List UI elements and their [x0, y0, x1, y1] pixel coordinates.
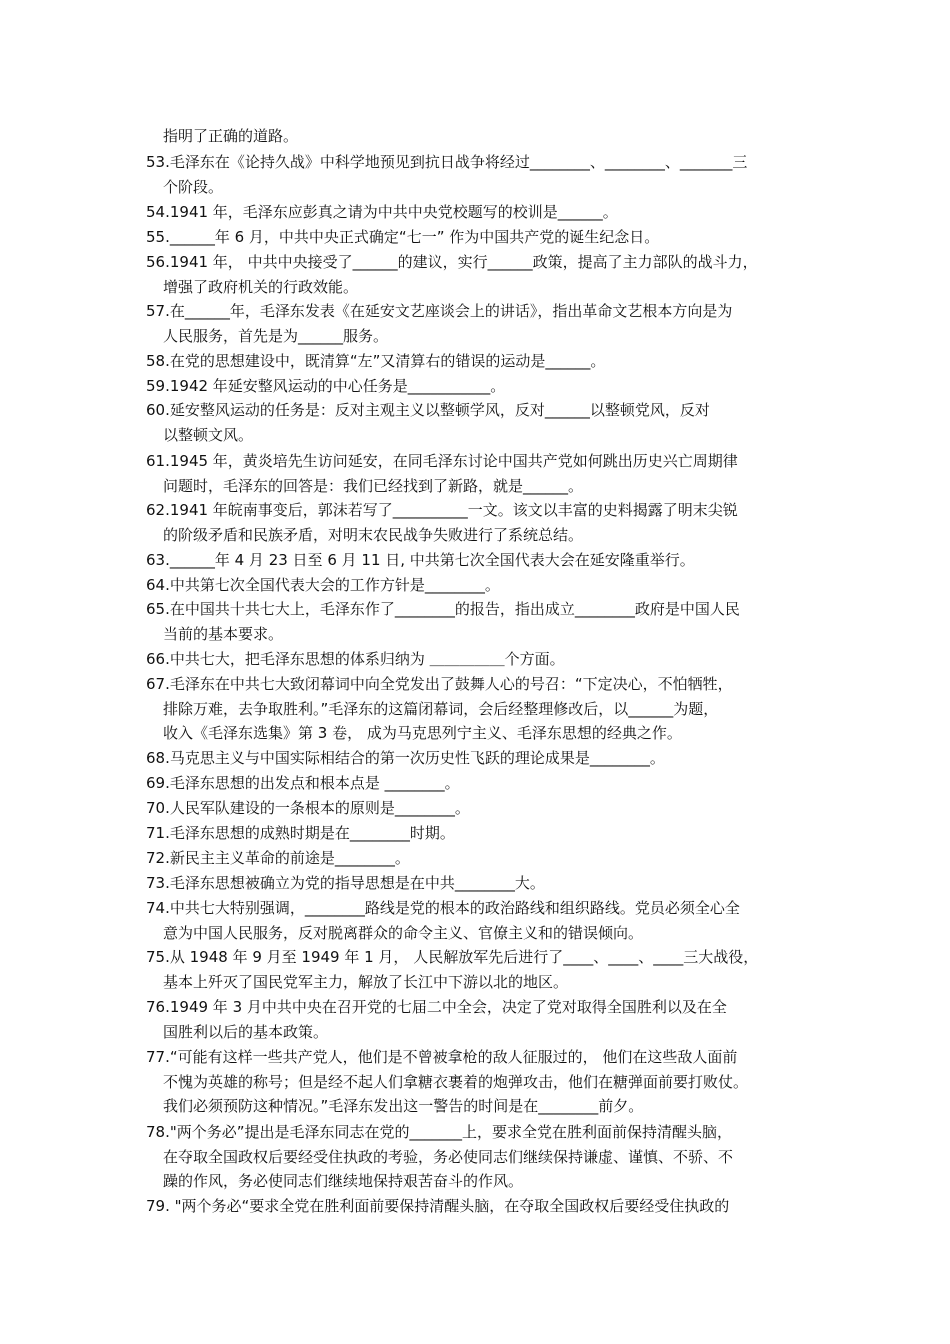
question-75 [146, 945, 826, 994]
question-67 [146, 672, 826, 746]
line: 57.在______年，毛泽东发表《在延安文艺座谈会上的讲话》，指出革命文艺根本方向是为 [146, 302, 733, 320]
question-66 [146, 647, 826, 672]
line: 指明了正确的道路。 [163, 127, 299, 145]
line: 72.新民主主义革命的前途是________。 [146, 849, 410, 867]
line: 56.1941 年， 中共中央接受了______的建议，实行______政策，提高了主力部队的战斗力， [146, 253, 758, 271]
line: 问题时，毛泽东的回答是：我们已经找到了新路，就是______。 [163, 476, 584, 495]
line: 国胜利以后的基本政策。 [163, 1022, 329, 1041]
line: 78."两个务必”提出是毛泽东同志在党的_______上，要求全党在胜利面前保持清醒头脑， [146, 1123, 733, 1141]
line: 我们必须预防这种情况。”毛泽东发出这一警告的时间是在________前夕。 [163, 1097, 644, 1116]
line: 63.______年 4 月 23 日至 6 月 11 日, 中共第七次全国代表大会在延安隆重举行。 [146, 551, 695, 569]
line: 61.1945 年，黄炎培先生访问延安，在同毛泽东讨论中国共产党如何跳出历史兴亡周期律 [146, 452, 738, 470]
line: 74.中共七大特别强调，________路线是党的根本的政治路线和组织路线。党员必须全心全 [146, 899, 740, 917]
line: 69.毛泽东思想的出发点和根本点是 ________。 [146, 774, 460, 792]
question-58 [146, 349, 826, 374]
line: 意为中国人民服务，反对脱离群众的命令主义、官僚主义和的错误倾向。 [163, 923, 644, 942]
question-72 [146, 846, 826, 871]
line: 收入《毛泽东选集》第 3 卷， 成为马克思列宁主义、毛泽东思想的经典之作。 [163, 724, 682, 743]
line: 不愧为英雄的称号；但是经不起人们拿糖衣裹着的炮弹攻击，他们在糖弹面前要打败仗。 [163, 1072, 749, 1091]
line: 62.1941 年皖南事变后，郭沫若写了__________一文。该文以丰富的史料揭露了明末尖锐 [146, 501, 738, 519]
question-64 [146, 573, 826, 598]
line: 基本上歼灭了国民党军主力，解放了长江中下游以北的地区。 [163, 972, 569, 991]
line: 60.延安整风运动的任务是：反对主观主义以整顿学风，反对______以整顿党风，反对 [146, 401, 710, 419]
line: 的阶级矛盾和民族矛盾，对明末农民战争失败进行了系统总结。 [163, 525, 584, 544]
line: 在夺取全国政权后要经受住执政的考验，务必使同志们继续保持谦虚、谨慎、不骄、不 [163, 1147, 734, 1166]
line: 67.毛泽东在中共七大致闭幕词中向全党发出了鼓舞人心的号召：“下定决心，不怕牺牲， [146, 675, 733, 693]
question-77 [146, 1045, 826, 1119]
question-68 [146, 746, 826, 771]
line: 70.人民军队建设的一条根本的原则是________。 [146, 799, 470, 817]
line: 躁的作风，务必使同志们继续地保持艰苦奋斗的作风。 [163, 1172, 524, 1191]
question-76 [146, 995, 826, 1044]
line: 65.在中国共十共七大上，毛泽东作了________的报告，指出成立________政府是中国人民 [146, 600, 740, 618]
line: 73.毛泽东思想被确立为党的指导思想是在中共________大。 [146, 874, 545, 892]
question-52-continuation [146, 124, 826, 149]
line: 77.“可能有这样一些共产党人，他们是不曾被拿枪的敌人征服过的， 他们在这些敌人面前 [146, 1048, 738, 1066]
question-74 [146, 896, 826, 945]
question-65 [146, 597, 826, 646]
line: 79. "两个务必“要求全党在胜利面前要保持清醒头脑，在夺取全国政权后要经受住执政的 [146, 1197, 730, 1215]
line: 59.1942 年延安整风运动的中心任务是___________。 [146, 377, 506, 395]
question-57 [146, 299, 826, 348]
question-56 [146, 250, 826, 299]
question-60 [146, 398, 826, 447]
question-55 [146, 225, 826, 250]
question-70 [146, 796, 826, 821]
question-63 [146, 548, 826, 573]
question-79 [146, 1194, 826, 1219]
line: 75.从 1948 年 9 月至 1949 年 1 月， 人民解放军先后进行了____、____、____三大战役， [146, 948, 759, 966]
line: 个阶段。 [163, 177, 224, 196]
question-59 [146, 374, 826, 399]
line: 68.马克思主义与中国实际相结合的第一次历史性飞跃的理论成果是________。 [146, 749, 665, 767]
question-69 [146, 771, 826, 796]
question-61 [146, 449, 826, 498]
line: 排除万难，去争取胜利。”毛泽东的这篇闭幕词，会后经整理修改后，以______为题， [163, 699, 719, 718]
line: 增强了政府机关的行政效能。 [163, 277, 359, 296]
line: 71.毛泽东思想的成熟时期是在________时期。 [146, 824, 455, 842]
question-73 [146, 871, 826, 896]
line: 55.______年 6 月，中共中央正式确定“七一” 作为中国共产党的诞生纪念日。 [146, 228, 660, 246]
line: 以整顿文风。 [163, 425, 254, 444]
line: 人民服务，首先是为______服务。 [163, 326, 389, 345]
question-62 [146, 498, 826, 547]
question-78 [146, 1120, 826, 1194]
line: 76.1949 年 3 月中共中央在召开党的七届二中全会，决定了党对取得全国胜利以及在全 [146, 998, 727, 1016]
line: 53.毛泽东在《论持久战》中科学地预见到抗日战争将经过________、________、_______三 [146, 153, 748, 171]
line: 66.中共七大，把毛泽东思想的体系归纳为 ＿＿＿＿＿个方面。 [146, 650, 565, 668]
question-53 [146, 150, 826, 199]
question-71 [146, 821, 826, 846]
line: 54.1941 年，毛泽东应彭真之请为中共中央党校题写的校训是______。 [146, 203, 618, 221]
line: 当前的基本要求。 [163, 624, 284, 643]
line: 64.中共第七次全国代表大会的工作方针是________。 [146, 576, 500, 594]
line: 58.在党的思想建设中，既清算“左”又清算右的错误的运动是______。 [146, 352, 606, 370]
question-54 [146, 200, 826, 225]
